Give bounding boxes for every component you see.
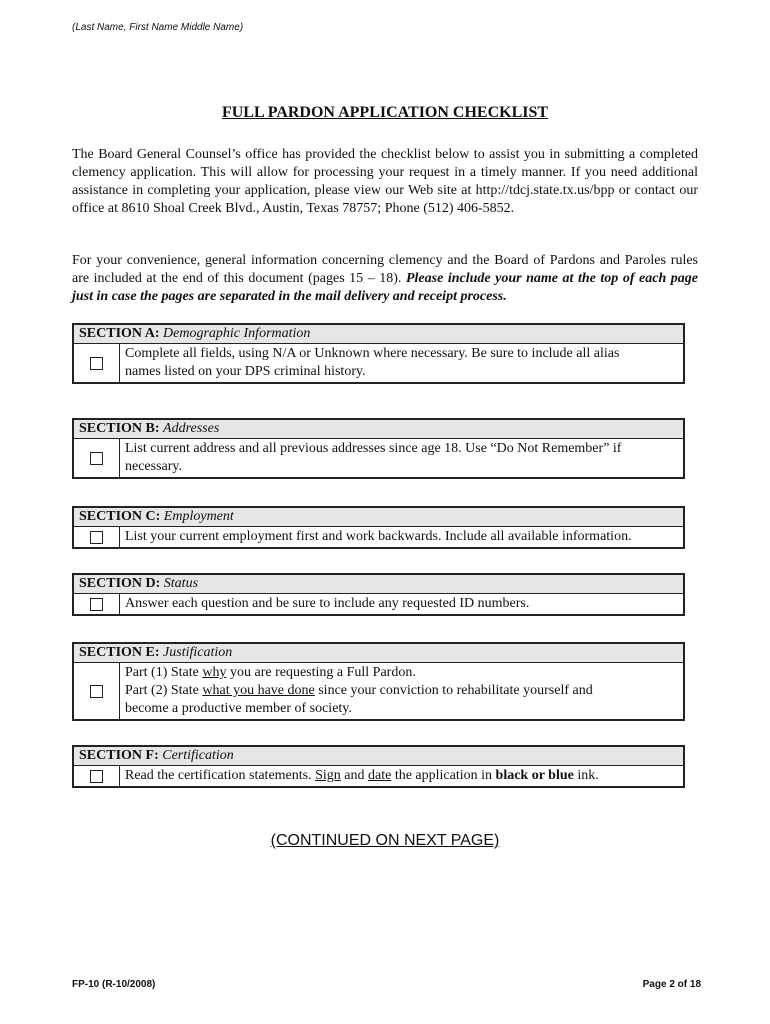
- section-d-name: Status: [163, 576, 199, 591]
- section-a-description: [120, 344, 623, 382]
- section-e-checkbox[interactable]: [90, 685, 103, 698]
- section-c: [72, 506, 685, 549]
- section-e-description: [120, 663, 597, 719]
- section-d-header: [74, 575, 683, 594]
- section-a-name: Demographic Information: [163, 326, 311, 341]
- name-instruction-emphasis: Please include your name at the top of each page just in case the pages are separated in the mail delivery and receipt process.: [72, 271, 698, 304]
- section-c-header: [74, 508, 683, 527]
- section-d-label: SECTION D:: [79, 576, 161, 591]
- section-d: [72, 573, 685, 616]
- section-c-line-1: List your current employment first and work backwards. Include all available information.: [125, 529, 632, 544]
- section-b-label: SECTION B:: [79, 421, 160, 436]
- page-title: FULL PARDON APPLICATION CHECKLIST: [221, 104, 549, 121]
- name-header-note: (Last Name, First Name Middle Name): [72, 22, 244, 33]
- section-e-header: [74, 644, 683, 663]
- section-e-name: Justification: [163, 645, 233, 660]
- section-e-label: SECTION E:: [79, 645, 160, 660]
- section-a: [72, 323, 685, 384]
- section-d-description: [120, 594, 533, 614]
- continued-notice: (CONTINUED ON NEXT PAGE): [270, 832, 500, 849]
- section-b-line-2: necessary.: [125, 459, 183, 474]
- section-e-line-2: Part (2) State what you have done since your conviction to rehabilitate yourself and: [125, 683, 593, 698]
- form-id: FP-10 (R-10/2008): [72, 979, 156, 990]
- section-a-header: [74, 325, 683, 344]
- section-b-description: [120, 439, 625, 477]
- section-a-line-1: Complete all fields, using N/A or Unknown where necessary. Be sure to include all alias: [125, 346, 620, 361]
- section-c-checkbox[interactable]: [90, 531, 103, 544]
- section-b-header: [74, 420, 683, 439]
- section-f-line-1: Read the certification statements. Sign and date the application in black or blue ink.: [125, 768, 599, 783]
- section-f-name: Certification: [162, 748, 234, 763]
- section-a-label: SECTION A:: [79, 326, 160, 341]
- section-f-label: SECTION F:: [79, 748, 159, 763]
- section-d-checkbox[interactable]: [90, 598, 103, 611]
- convenience-paragraph: [72, 252, 698, 306]
- section-c-description: [120, 527, 636, 547]
- section-a-line-2: names listed on your DPS criminal history.: [125, 364, 366, 379]
- section-f-checkbox[interactable]: [90, 770, 103, 783]
- section-f-header: [74, 747, 683, 766]
- section-b-checkbox[interactable]: [90, 452, 103, 465]
- section-c-name: Employment: [163, 509, 234, 524]
- section-b-line-1: List current address and all previous addresses since age 18. Use “Do Not Remember” if: [125, 441, 622, 456]
- page-number: Page 2 of 18: [642, 979, 701, 990]
- section-e: [72, 642, 685, 721]
- section-f: [72, 745, 685, 788]
- section-b: [72, 418, 685, 479]
- section-b-name: Addresses: [163, 421, 220, 436]
- section-f-description: [120, 766, 603, 786]
- intro-paragraph: The Board General Counsel’s office has provided the checklist below to assist you in submitting a completed clemency application. This will allow for processing your request in a timely manner. If you need additional assistance in completing your application, please view our Web site at http://tdcj.state.tx.us/bpp or contact our office at 8610 Shoal Creek Blvd., Austin, Texas 78757; Phone (512) 406-5852.: [72, 147, 698, 216]
- section-c-label: SECTION C:: [79, 509, 161, 524]
- section-a-checkbox[interactable]: [90, 357, 103, 370]
- section-e-line-3: become a productive member of society.: [125, 701, 352, 716]
- convenience-text: For your convenience, general information concerning clemency and the Board of Pardons and Paroles rules are included at the end of this document (pages 15 – 18).: [72, 253, 698, 286]
- section-e-line-1: Part (1) State why you are requesting a Full Pardon.: [125, 665, 416, 680]
- section-d-line-1: Answer each question and be sure to include any requested ID numbers.: [125, 596, 530, 611]
